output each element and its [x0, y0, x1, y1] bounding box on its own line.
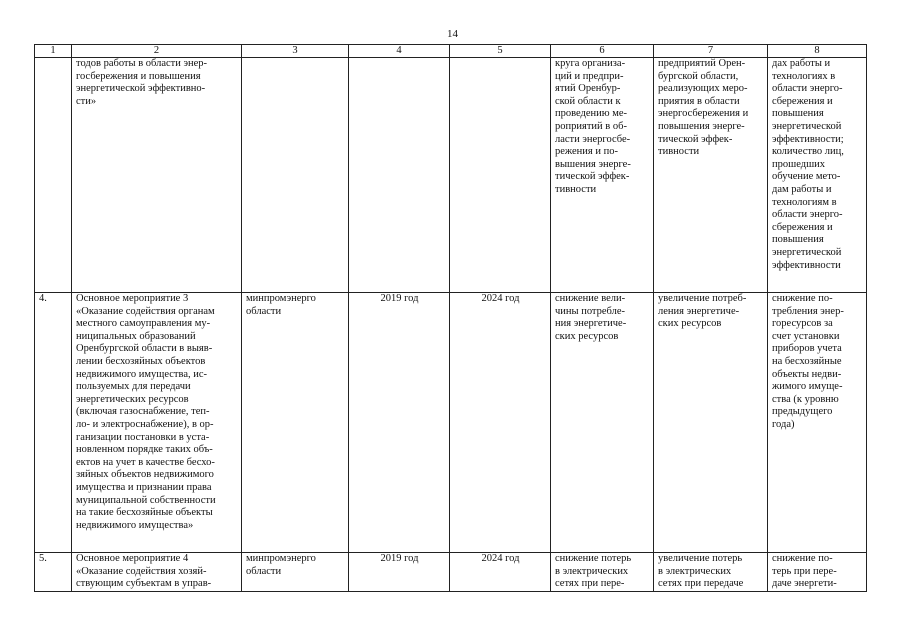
expected-result-cell: снижение потерь в электрических сетях при пере- — [551, 553, 654, 592]
column-header: 6 — [551, 45, 654, 58]
program-measures-table — [34, 44, 867, 592]
column-header: 7 — [654, 45, 768, 58]
column-header: 4 — [349, 45, 450, 58]
row-number-cell — [35, 58, 72, 293]
column-number-row — [35, 45, 867, 58]
expected-result-cell: круга организа- ций и предпри- ятий Оренбур- ской области к проведению ме- роприятий в об- ласти энергосбе- режения и по- вышения энерге- тической эффек- тивности — [551, 58, 654, 293]
indicator-link-cell: дах работы и технологиях в области энерго- сбережения и повышения энергетической эффективности; количество лиц, прошедших обучение мето- дам работы и технологиям в области энерго- сбережения и повышения энергетической эффективности — [768, 58, 867, 293]
table-row-4 — [35, 293, 867, 553]
row-number-cell: 4. — [35, 293, 72, 553]
indicator-link-cell: снижение по- терь при пере- даче энергети- — [768, 553, 867, 592]
column-header: 2 — [72, 45, 242, 58]
column-header: 1 — [35, 45, 72, 58]
row-number-cell: 5. — [35, 553, 72, 592]
expected-result-cell: снижение вели- чины потребле- ния энергетиче- ских ресурсов — [551, 293, 654, 553]
measure-name-cell: Основное мероприятие 3 «Оказание содействия органам местного самоуправления му- ниципальных образований Оренбургской области в выяв- лении бесхозяйных объектов недвижимого имущества, ис- пользуемых для передачи энергетических ресурсов (включая газоснабжение, теп- ло- и электроснабжение), в ор- ганизации постановки в уста- новленном порядке таких объ- ектов на учет в качестве бесхо- зяйных объектов недвижимого имущества и признании права муниципальной собственности на такие бесхозяйные объекты недвижимого имущества» — [72, 293, 242, 553]
responsible-cell: минпромэнерго области — [242, 293, 349, 553]
start-year-cell: 2019 год — [349, 293, 450, 553]
end-year-cell — [450, 58, 551, 293]
column-header: 5 — [450, 45, 551, 58]
consequences-cell: увеличение потреб- ления энергетиче- ских ресурсов — [654, 293, 768, 553]
table-row-5 — [35, 553, 867, 592]
measure-name-cell: тодов работы в области энер- госбережения и повышения энергетической эффективно- сти» — [72, 58, 242, 293]
page-number: 14 — [447, 28, 458, 40]
indicator-link-cell: снижение по- требления энер- горесурсов за счет установки приборов учета на бесхозяйные объекты недви- жимого имуще- ства (к уровню предыдущего года) — [768, 293, 867, 553]
consequences-cell: предприятий Орен- бургской области, реализующих меро- приятия в области энергосбережения и повышения энерге- тической эффек- тивности — [654, 58, 768, 293]
measure-name-cell: Основное мероприятие 4 «Оказание содействия хозяй- ствующим субъектам в управ- — [72, 553, 242, 592]
start-year-cell — [349, 58, 450, 293]
responsible-cell — [242, 58, 349, 293]
end-year-cell: 2024 год — [450, 293, 551, 553]
consequences-cell: увеличение потерь в электрических сетях при передаче — [654, 553, 768, 592]
end-year-cell: 2024 год — [450, 553, 551, 592]
start-year-cell: 2019 год — [349, 553, 450, 592]
table-row-continuation — [35, 58, 867, 293]
column-header: 8 — [768, 45, 867, 58]
responsible-cell: минпромэнерго области — [242, 553, 349, 592]
column-header: 3 — [242, 45, 349, 58]
